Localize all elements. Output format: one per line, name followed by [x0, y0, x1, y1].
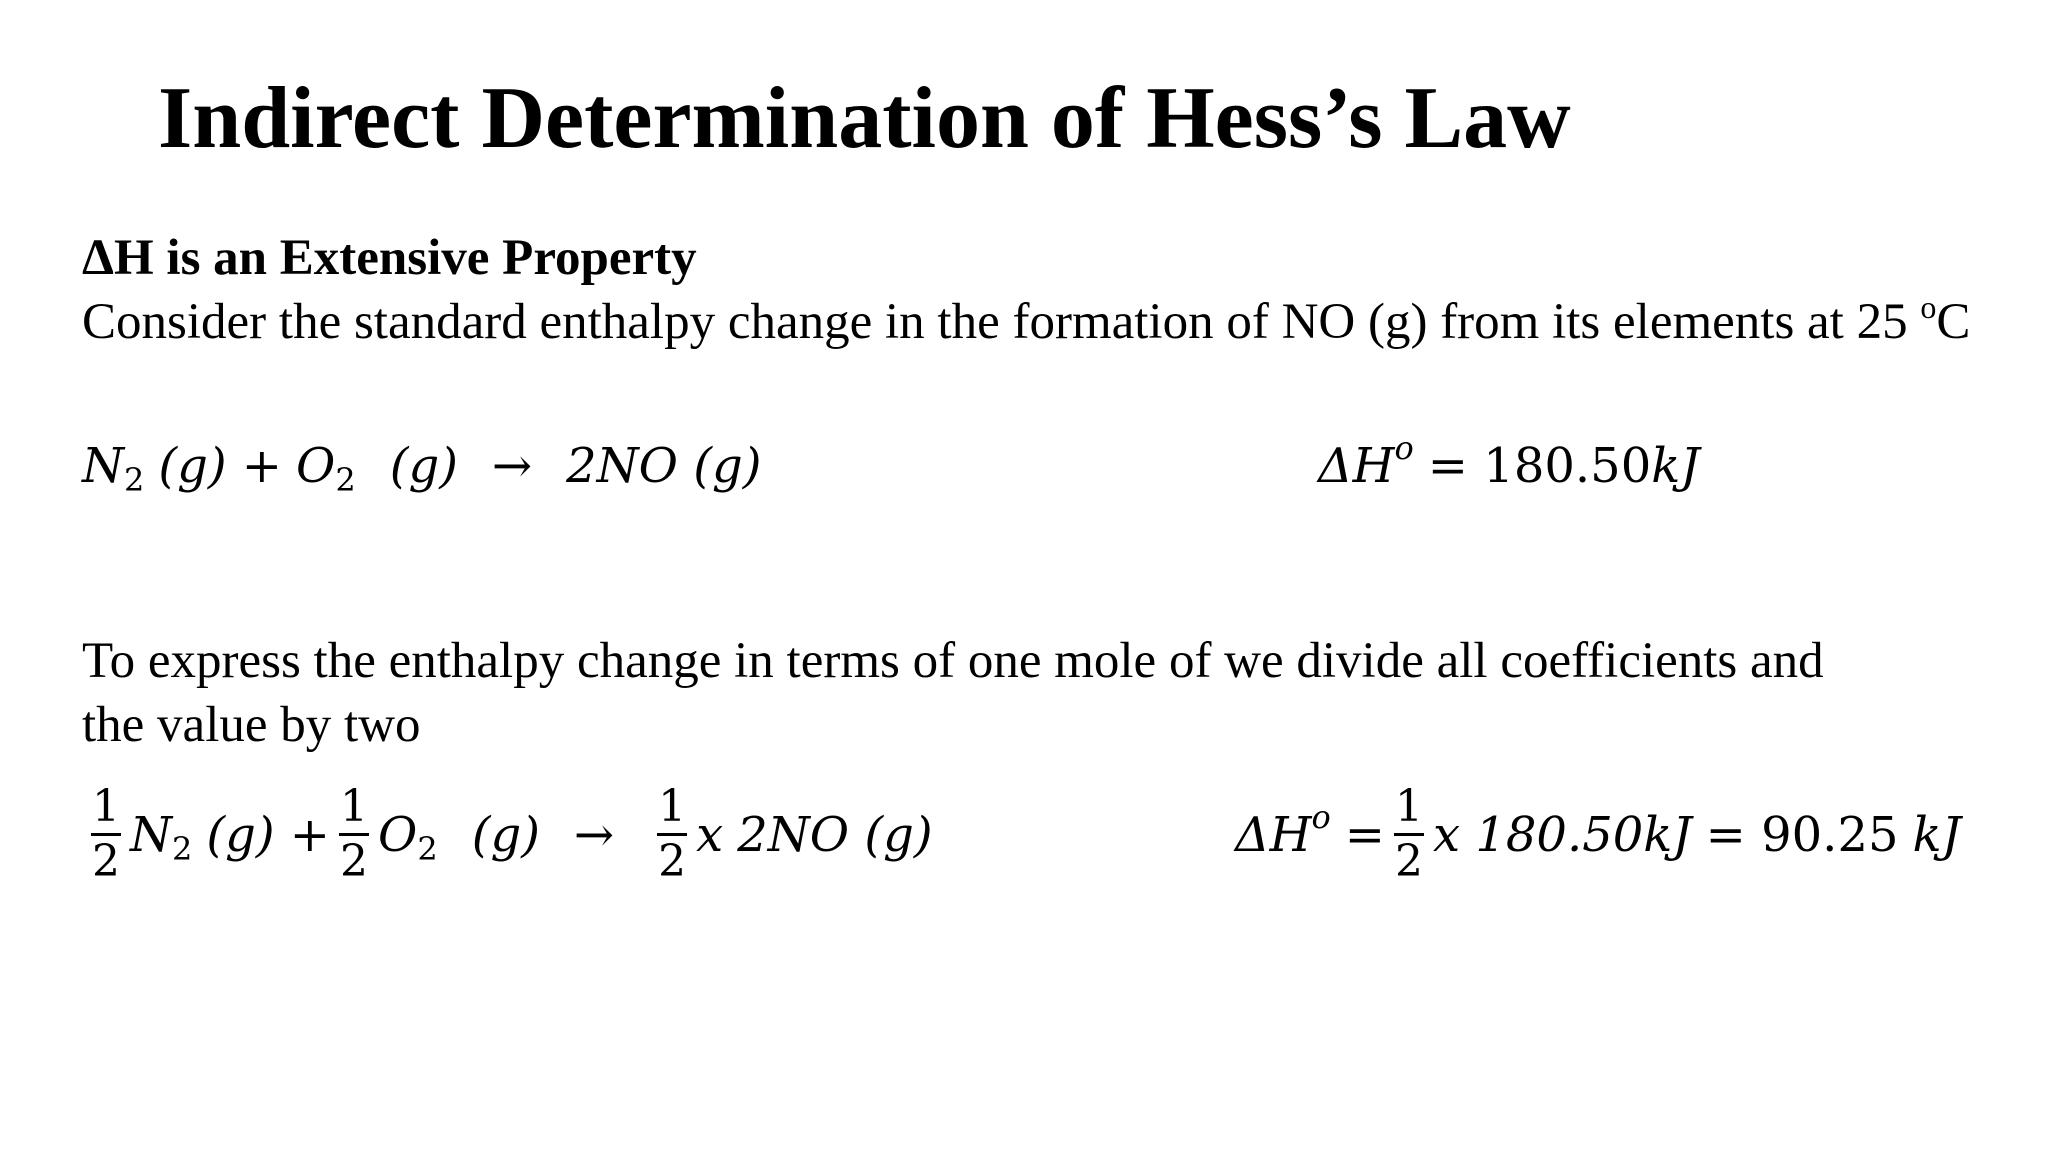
dh1-value: = 180.50 — [1427, 438, 1652, 494]
eq1-nitrogen: N — [82, 438, 124, 494]
dh2-fraction — [1391, 781, 1427, 887]
fraction-numerator: 1 — [92, 781, 120, 832]
eq1-state-plus: (g) + — [158, 438, 283, 494]
fraction-denominator: 2 — [92, 836, 120, 887]
dh1-standard-superscript: o — [1394, 429, 1414, 467]
eq2-fraction-nitrogen — [88, 781, 124, 887]
eq1-product: 2NO (g) — [566, 438, 762, 494]
fraction-denominator: 2 — [1395, 836, 1424, 887]
eq2-times: x — [696, 806, 724, 863]
celsius-unit: C — [1936, 294, 1971, 350]
eq1-arrow: → — [491, 438, 533, 494]
eq2-oxygen-state: (g) — [471, 806, 540, 863]
dh2-equals: = — [1344, 806, 1386, 863]
reaction-equation-1 — [82, 438, 762, 499]
eq1-oxygen: O — [296, 438, 336, 494]
slide-title: Indirect Determination of Hess’s Law — [158, 70, 1571, 167]
eq2-fraction-product — [654, 781, 690, 887]
eq2-product: 2NO (g) — [737, 806, 933, 863]
consider-sentence: Consider the standard enthalpy change in the formation of NO (g) from its elements at 25 — [82, 294, 1921, 350]
dh2-unit: kJ — [1643, 806, 1692, 863]
eq1-oxygen-subscript: 2 — [335, 461, 356, 499]
divide-explanation: To express the enthalpy change in terms of one mole of we divide all coefficients and the value by two — [82, 633, 1824, 753]
eq2-fraction-oxygen — [336, 781, 372, 887]
degree-symbol: o — [1920, 289, 1937, 325]
eq2-state-plus: (g) + — [206, 806, 331, 863]
fraction-numerator: 1 — [1395, 781, 1424, 832]
dh2-times-value: x 180.50 — [1433, 806, 1644, 863]
dh2-standard-superscript: o — [1311, 797, 1331, 836]
section-heading: ΔH is an Extensive Property — [82, 230, 697, 286]
fraction-numerator: 1 — [340, 781, 369, 832]
dh1-delta-h: ΔH — [1318, 438, 1395, 494]
eq2-nitrogen-subscript: 2 — [172, 829, 193, 868]
fraction-denominator: 2 — [658, 836, 687, 887]
eq2-oxygen: O — [378, 806, 418, 863]
dh2-result-unit: kJ — [1912, 806, 1961, 863]
eq1-oxygen-state: (g) — [389, 438, 458, 494]
eq1-nitrogen-subscript: 2 — [124, 461, 145, 499]
enthalpy-value-2 — [1235, 781, 1961, 887]
dh2-result: = 90.25 — [1705, 806, 1899, 863]
eq2-oxygen-subscript: 2 — [417, 829, 438, 868]
consider-text — [82, 288, 1970, 353]
dh2-delta-h: ΔH — [1235, 806, 1312, 863]
fraction-denominator: 2 — [340, 836, 369, 887]
reaction-equation-2 — [82, 781, 933, 887]
enthalpy-value-1 — [1318, 429, 1700, 494]
eq2-arrow: → — [573, 806, 615, 863]
dh1-unit: kJ — [1651, 438, 1700, 494]
eq2-nitrogen: N — [130, 806, 172, 863]
fraction-numerator: 1 — [658, 781, 687, 832]
